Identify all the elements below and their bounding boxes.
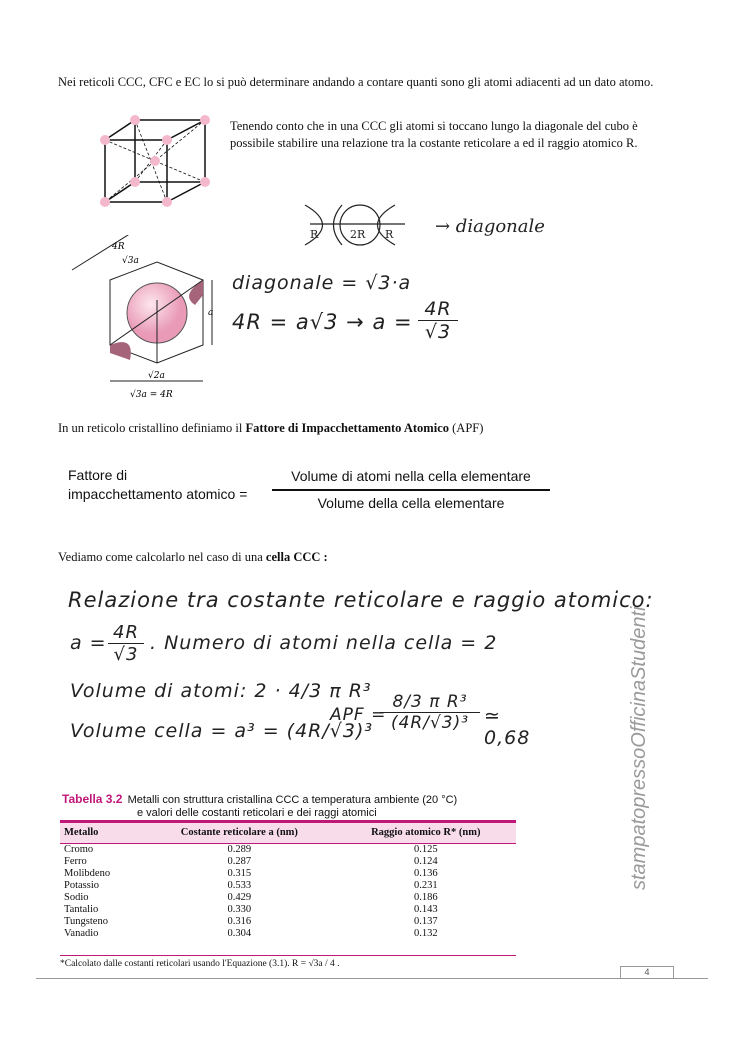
cell-metal: Molibdeno	[64, 868, 111, 879]
cell-lattice-constant: 0.315	[227, 868, 252, 879]
label-r: R	[310, 228, 319, 241]
hand-vol-cell: Volume cella = a³ = (4R/√3)³	[70, 720, 373, 742]
atoms-diagonal-sketch	[300, 200, 580, 250]
table-row	[60, 892, 516, 904]
apf-intro-text: In un reticolo cristallino definiamo il	[58, 421, 246, 435]
intro-paragraph: Nei reticoli CCC, CFC e EC lo si può determinare andando a contare quanti sono gli atomi adiacenti ad un dato atomo.	[58, 75, 654, 89]
cell-metal: Tungsteno	[64, 916, 108, 927]
cell-atomic-radius: 0.186	[413, 892, 438, 903]
label-a: a	[208, 308, 214, 318]
label-4r: 4R	[112, 242, 125, 252]
ccc-intro	[58, 549, 328, 566]
cell-lattice-constant: 0.316	[227, 916, 252, 927]
table-caption-line2: e valori delle costanti reticolari e dei raggi atomici	[137, 807, 377, 819]
cell-metal: Ferro	[64, 856, 87, 867]
label-equation: √3a = 4R	[130, 390, 173, 400]
hand-apf-result: ≃ 0,68	[484, 705, 531, 749]
hand-apf-num: 8/3 π R³	[380, 692, 480, 713]
label-diagonale: → diagonale	[435, 216, 545, 237]
table-row	[60, 844, 516, 857]
table-caption	[62, 788, 517, 819]
cell-atomic-radius: 0.231	[413, 880, 438, 891]
bcc-sphere-figure	[60, 235, 235, 400]
header-lattice-constant: Costante reticolare a (nm)	[180, 827, 298, 838]
cell-lattice-constant: 0.533	[227, 880, 252, 891]
cell-metal: Tantalio	[64, 904, 99, 915]
label-sqrt2a: √2a	[148, 371, 165, 381]
cell-lattice-constant: 0.289	[227, 844, 252, 855]
fraction-denominator: √3	[424, 321, 452, 343]
handwritten-relation: 4R = a√3 → a =	[232, 310, 413, 334]
cell-lattice-constant: 0.330	[227, 904, 252, 915]
cell-lattice-constant: 0.429	[227, 892, 252, 903]
ccc-term: cella CCC :	[265, 550, 328, 564]
hand-num-atoms: . Numero di atomi nella cella = 2	[150, 632, 498, 654]
hand-apf-den: (4R/√3)³	[390, 713, 470, 733]
apf-numerator: Volume di atomi nella cella elementare	[272, 468, 550, 491]
cell-metal: Cromo	[64, 844, 94, 855]
hand-a-num: 4R	[108, 622, 144, 644]
cell-metal: Sodio	[64, 892, 89, 903]
handwritten-diagonal: diagonale = √3·a	[232, 272, 412, 294]
fraction-numerator: 4R	[418, 298, 458, 321]
hand-apf-label: APF =	[330, 705, 387, 725]
table-row	[60, 928, 516, 940]
apf-formula-lhs	[68, 466, 247, 504]
page-number: 4	[620, 966, 674, 979]
apf-term: Fattore di Impacchettamento Atomico	[245, 421, 449, 435]
cell-atomic-radius: 0.125	[413, 844, 438, 855]
cell-atomic-radius: 0.132	[413, 928, 438, 939]
table-row	[60, 868, 516, 880]
apf-formula-fraction	[272, 468, 550, 511]
cell-metal: Potassio	[64, 880, 100, 891]
cell-atomic-radius: 0.137	[413, 916, 438, 927]
cell-atomic-radius: 0.136	[413, 868, 438, 879]
table-row	[60, 856, 516, 868]
table-footnote: *Calcolato dalle costanti reticolari usando l'Equazione (3.1). R = √3a / 4 .	[60, 955, 516, 969]
ccc-description: Tenendo conto che in una CCC gli atomi si toccano lungo la diagonale del cubo è possibile stabilire una relazione tra la costante reticolare a ed il raggio atomico R.	[230, 119, 638, 150]
footer-line	[36, 978, 708, 979]
hand-a-eq: a =	[70, 632, 107, 654]
table-row	[60, 916, 516, 928]
cell-atomic-radius: 0.124	[413, 856, 438, 867]
handwritten-fraction	[418, 298, 458, 343]
table-label: Tabella 3.2	[62, 792, 123, 806]
hand-a-den: √3	[113, 644, 139, 665]
bcc-cube-figure	[95, 112, 215, 212]
table-caption-line1: Metalli con struttura cristallina CCC a temperatura ambiente (20 °C)	[127, 794, 458, 806]
cell-atomic-radius: 0.143	[413, 904, 438, 915]
metals-table	[60, 820, 516, 940]
hand-relation: Relazione tra costante reticolare e raggio atomico:	[68, 588, 654, 612]
header-metal: Metallo	[64, 827, 99, 838]
label-r2: R	[385, 228, 394, 241]
apf-denominator: Volume della cella elementare	[317, 495, 505, 511]
label-2r: 2R	[350, 228, 366, 241]
cell-lattice-constant: 0.287	[227, 856, 252, 867]
header-atomic-radius: Raggio atomico R* (nm)	[371, 827, 481, 838]
cell-lattice-constant: 0.304	[227, 928, 252, 939]
table-row	[60, 904, 516, 916]
label-sqrt3a: √3a	[122, 256, 139, 266]
ccc-intro-text: Vediamo come calcolarlo nel caso di una	[58, 550, 266, 564]
apf-lhs-line1: Fattore di	[68, 467, 128, 483]
watermark: stampatopressoOfficinaStudenti	[628, 606, 650, 890]
apf-intro	[58, 420, 483, 437]
apf-lhs-line2: impacchettamento atomico =	[68, 486, 248, 502]
apf-abbr: (APF)	[449, 421, 484, 435]
cell-metal: Vanadio	[64, 928, 99, 939]
hand-vol-atoms: Volume di atomi: 2 · 4/3 π R³	[70, 680, 372, 702]
table-row	[60, 880, 516, 892]
